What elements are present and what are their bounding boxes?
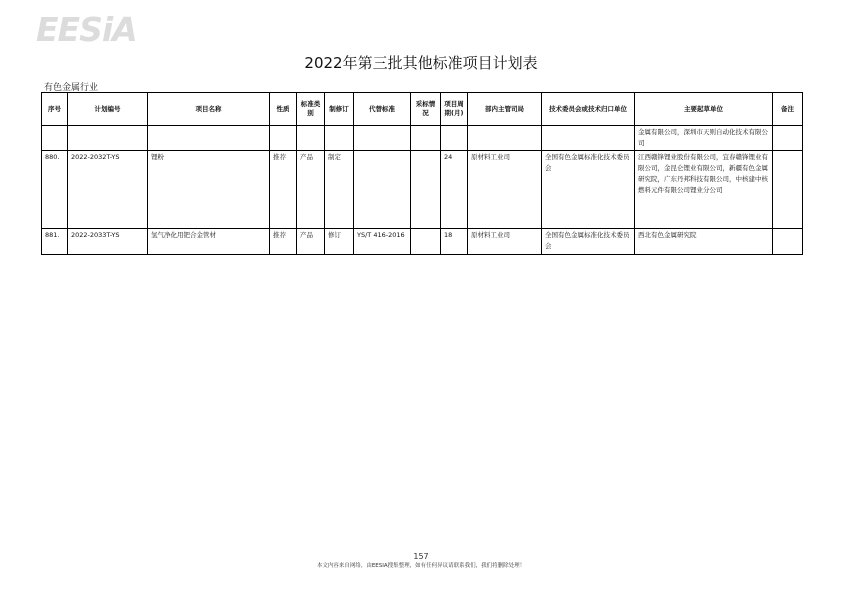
cell-nature: 推荐: [270, 151, 297, 229]
cell-plan: [68, 126, 148, 151]
cell-plan: 2022-2033T-YS: [68, 229, 148, 255]
cell-adopt: [411, 126, 441, 151]
table-header-row: [42, 93, 803, 126]
cell-dept: 原材料工业司: [468, 151, 542, 229]
cell-period: 24: [441, 151, 468, 229]
cell-revise: 制定: [325, 151, 354, 229]
header-cell: 性质: [270, 93, 297, 126]
cell-revise: 修订: [325, 229, 354, 255]
header-cell: 项目名称: [148, 93, 270, 126]
cell-drafters: 西北有色金属研究院: [635, 229, 773, 255]
cell-no: 881.: [42, 229, 68, 255]
cell-category: 产品: [297, 229, 325, 255]
cell-period: [441, 126, 468, 151]
header-cell: 制修订: [325, 93, 354, 126]
cell-replace: [354, 151, 411, 229]
cell-name: 氢气净化用钯合金管材: [148, 229, 270, 255]
cell-drafters: 江西赣锋锂业股份有限公司，宜春赣锋锂业有限公司，金昆仑锂业有限公司，新疆有色金属研究院，广东丹邦科技有限公司，中核建中核燃料元件有限公司锂业分公司: [635, 151, 773, 229]
cell-note: [773, 126, 803, 151]
cell-dept: [468, 126, 542, 151]
header-cell: 主要起草单位: [635, 93, 773, 126]
cell-plan: 2022-2032T-YS: [68, 151, 148, 229]
table-row: [42, 151, 803, 229]
cell-name: [148, 126, 270, 151]
cell-note: [773, 151, 803, 229]
page-title: 2022年第三批其他标准项目计划表: [304, 54, 538, 72]
cell-category: 产品: [297, 151, 325, 229]
cell-nature: [270, 126, 297, 151]
cell-replace: YS/T 416-2016: [354, 229, 411, 255]
section-label: 有色金属行业: [44, 83, 99, 93]
header-cell: 项目周期(月): [441, 93, 468, 126]
table-row: [42, 229, 803, 255]
header-cell: 计划编号: [68, 93, 148, 126]
cell-adopt: [411, 229, 441, 255]
table-row: [42, 126, 803, 151]
cell-drafters: 金属有限公司，深圳市天则自动化技术有限公司: [635, 126, 773, 151]
header-cell: 部内主管司局: [468, 93, 542, 126]
cell-adopt: [411, 151, 441, 229]
header-cell: 采标情况: [411, 93, 441, 126]
cell-tc: [542, 126, 635, 151]
cell-name: 锂粉: [148, 151, 270, 229]
cell-replace: [354, 126, 411, 151]
cell-period: 18: [441, 229, 468, 255]
header-cell: 技术委员会或技术归口单位: [542, 93, 635, 126]
plan-table: [41, 92, 803, 255]
cell-dept: 原材料工业司: [468, 229, 542, 255]
cell-tc: 全国有色金属标准化技术委员会: [542, 151, 635, 229]
cell-revise: [325, 126, 354, 151]
page-number: 157: [413, 552, 429, 561]
eesia-logo: EESiA: [36, 10, 137, 49]
cell-no: [42, 126, 68, 151]
header-cell: 标准类别: [297, 93, 325, 126]
footer-disclaimer: 本文内容来自网络，由EESIA搜集整理，如有任何异议请联系我们，我们将删除处理！: [316, 563, 526, 569]
header-cell: 代替标准: [354, 93, 411, 126]
header-cell: 序号: [42, 93, 68, 126]
cell-note: [773, 229, 803, 255]
cell-no: 880.: [42, 151, 68, 229]
cell-nature: 推荐: [270, 229, 297, 255]
cell-tc: 全国有色金属标准化技术委员会: [542, 229, 635, 255]
header-cell: 备注: [773, 93, 803, 126]
cell-category: [297, 126, 325, 151]
